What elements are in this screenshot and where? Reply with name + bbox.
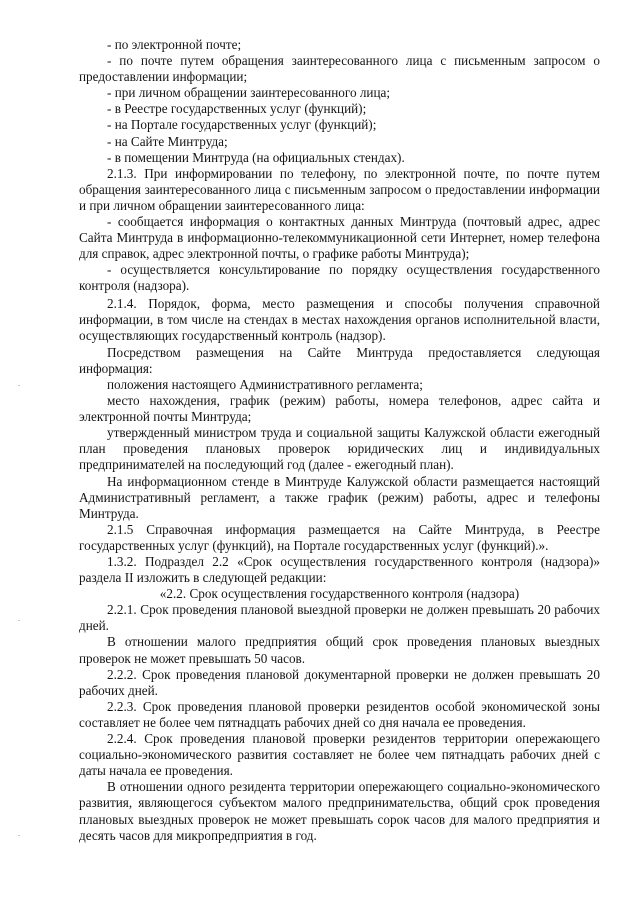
- clause-2-2-3: 2.2.3. Срок проведения плановой проверки резидентов особой экономической зоны составляет не более чем пятнадцать рабочих дней со дня начала ее проведения.: [79, 698, 600, 730]
- clause-2-1-3-contacts: - сообщается информация о контактных данных Минтруда (почтовый адрес, адрес Сайта Минтруда в информационно-телекоммуникационной сети Интернет, номер телефона для справок, адрес электронной почты, о графике работы Минтруда);: [79, 214, 600, 262]
- list-item-personal-visit: - при личном обращении заинтересованного лица;: [107, 85, 391, 101]
- clause-2-2-4: 2.2.4. Срок проведения плановой проверки резидентов территории опережающего социально-экономического развития составляет не более чем пятнадцать рабочих дней с даты начала ее проведения.: [79, 731, 600, 779]
- site-info-regulation: положения настоящего Административного регламента;: [107, 376, 423, 392]
- list-item-site: - на Сайте Минтруда;: [107, 133, 228, 149]
- resident-small-business-paragraph: В отношении одного резидента территории опережающего социально-экономического развития, являющегося субъектом малого предпринимательства, общий срок проведения плановых выездных проверок не может превышать сорок часов для малого предприятия и десять часов для микропредприятия в год.: [79, 779, 600, 843]
- list-item-portal: - на Портале государственных услуг (функций);: [107, 117, 377, 133]
- site-info-location: место нахождения, график (режим) работы, номера телефонов, адрес сайта и электронной почты Минтруда;: [79, 393, 600, 425]
- clause-2-2-1: 2.2.1. Срок проведения плановой выездной проверки не должен превышать 20 рабочих дней.: [79, 602, 600, 634]
- amendment-1-3-2: 1.3.2. Подраздел 2.2 «Срок осуществления государственного контроля (надзора)» раздела II изложить в следующей редакции:: [79, 554, 600, 586]
- clause-2-2-2: 2.2.2. Срок проведения плановой документарной проверки не должен превышать 20 рабочих дней.: [79, 666, 600, 698]
- scan-edge-mark: [18, 385, 20, 386]
- section-heading-2-2: «2.2. Срок осуществления государственного контроля (надзора): [159, 586, 520, 602]
- clause-2-1-5: 2.1.5 Справочная информация размещается на Сайте Минтруда, в Реестре государственных услуг (функций), на Портале государственных услуг (функций).».: [79, 521, 600, 553]
- clause-2-1-3-consulting: - осуществляется консультирование по порядку осуществления государственного контроля (надзора).: [79, 262, 600, 294]
- small-enterprise-paragraph: В отношении малого предприятия общий срок проведения плановых выездных проверок не может превышать 50 часов.: [79, 634, 600, 666]
- list-item-written-request: - по почте путем обращения заинтересованного лица с письменным запросом о предоставлении информации;: [79, 53, 600, 85]
- clause-2-1-4: 2.1.4. Порядок, форма, место размещения и способы получения справочной информации, в том числе на стендах в местах нахождения органов исполнительной власти, осуществляющих государственный контроль (надзор).: [79, 295, 600, 343]
- site-info-annual-plan: утвержденный министром труда и социальной защиты Калужской области ежегодный план проведения плановых проверок юридических лиц и индивидуальных предпринимателей на последующий год (далее - ежегодный план).: [79, 425, 600, 473]
- list-item-email: - по электронной почте;: [107, 37, 242, 52]
- scan-edge-mark: [18, 620, 20, 621]
- document-text: [79, 37, 600, 844]
- site-info-intro: Посредством размещения на Сайте Минтруда предоставляется следующая информация:: [79, 344, 600, 376]
- list-item-registry: - в Реестре государственных услуг (функций);: [107, 101, 367, 117]
- info-stand-paragraph: На информационном стенде в Минтруде Калужской области размещается настоящий Административный регламент, а также график (режим) работы, адрес и телефоны Минтруда.: [79, 473, 600, 521]
- clause-2-1-3: 2.1.3. При информировании по телефону, по электронной почте, по почте путем обращения заинтересованного лица с письменным запросом о предоставлении информации и при личном обращении заинтересованного лица:: [79, 165, 600, 213]
- list-item-stands: - в помещении Минтруда (на официальных стендах).: [107, 149, 405, 165]
- scan-edge-mark: [18, 835, 20, 836]
